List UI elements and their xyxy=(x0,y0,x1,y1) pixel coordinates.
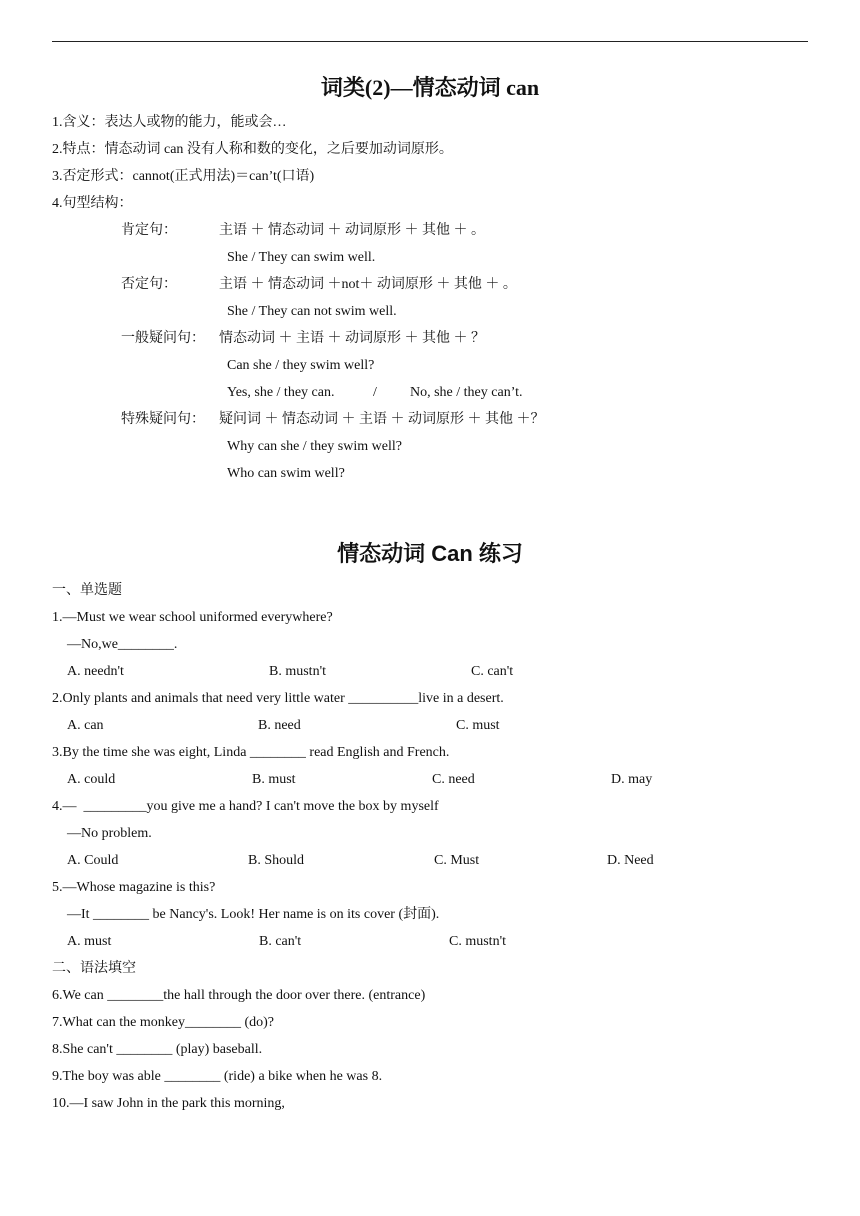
point-negative-form: 3.否定形式：cannot(正式用法)＝can’t(口语) xyxy=(52,169,315,184)
question-2-option-b: B. need xyxy=(258,718,301,733)
exercise-title: 情态动词 Can 练习 xyxy=(337,541,523,566)
general-question-example: Can she / they swim well? xyxy=(227,358,375,373)
special-question-example-why: Why can she / they swim well? xyxy=(227,439,402,454)
general-question-formula: 情态动词 ＋ 主语 ＋ 动词原形 ＋ 其他 ＋ ？ xyxy=(219,331,485,346)
question-9: 9.The boy was able ________ (ride) a bike when he was 8. xyxy=(52,1069,383,1084)
general-question-answer-yes: Yes, she / they can. xyxy=(227,385,335,400)
question-1-line2: —No,we________. xyxy=(67,637,178,652)
question-4-option-d: D. Need xyxy=(607,853,654,868)
question-4-line2: —No problem. xyxy=(67,826,152,841)
question-3-option-c: C. need xyxy=(432,772,475,787)
general-question-label: 一般疑问句： xyxy=(121,331,205,346)
question-4-option-b: B. Should xyxy=(248,853,305,868)
special-question-formula: 疑问词 ＋ 情态动词 ＋ 主语 ＋ 动词原形 ＋ 其他 ＋？ xyxy=(219,412,545,427)
question-5-option-a: A. must xyxy=(67,934,112,949)
top-rule xyxy=(52,41,808,42)
question-4-option-c: C. Must xyxy=(434,853,480,868)
page-title: 词类(2)—情态动词 can xyxy=(320,75,540,100)
question-3-stem: 3.By the time she was eight, Linda ________ read English and French. xyxy=(52,745,450,760)
question-2-option-c: C. must xyxy=(456,718,500,733)
point-sentence-structure: 4.句型结构： xyxy=(52,196,133,211)
question-3-option-d: D. may xyxy=(611,772,653,787)
question-10: 10.—I saw John in the park this morning, xyxy=(52,1096,285,1111)
question-1-option-a: A. needn't xyxy=(67,664,124,679)
question-8: 8.She can't ________ (play) baseball. xyxy=(52,1042,263,1057)
negative-example: She / They can not swim well. xyxy=(227,304,397,319)
section-single-choice: 一、单选题 xyxy=(52,583,122,598)
question-4-stem: 4.— _________you give me a hand? I can't move the box by myself xyxy=(52,799,439,814)
question-5-stem: 5.—Whose magazine is this? xyxy=(52,880,216,895)
question-5-option-b: B. can't xyxy=(259,934,302,949)
question-2-stem: 2.Only plants and animals that need very little water __________live in a desert. xyxy=(52,691,504,706)
question-4-option-a: A. Could xyxy=(67,853,119,868)
question-1-option-c: C. can't xyxy=(471,664,514,679)
answer-separator: / xyxy=(373,385,377,400)
negative-formula: 主语 ＋ 情态动词 ＋not＋ 动词原形 ＋ 其他 ＋ 。 xyxy=(219,277,517,292)
affirmative-example: She / They can swim well. xyxy=(227,250,376,265)
question-5-option-c: C. mustn't xyxy=(449,934,506,949)
question-7: 7.What can the monkey________ (do)? xyxy=(52,1015,274,1030)
special-question-example-who: Who can swim well? xyxy=(227,466,345,481)
affirmative-formula: 主语 ＋ 情态动词 ＋ 动词原形 ＋ 其他 ＋ 。 xyxy=(219,223,485,238)
question-3-option-b: B. must xyxy=(252,772,296,787)
affirmative-label: 肯定句： xyxy=(121,223,177,238)
negative-label: 否定句： xyxy=(121,277,177,292)
section-grammar-fill: 二、语法填空 xyxy=(52,961,136,976)
point-meaning: 1.含义：表达人或物的能力，能或会… xyxy=(52,115,287,130)
question-1-stem: 1.—Must we wear school uniformed everywhere? xyxy=(52,610,333,625)
general-question-answer-no: No, she / they can’t. xyxy=(410,385,523,400)
question-1-option-b: B. mustn't xyxy=(269,664,326,679)
question-3-option-a: A. could xyxy=(67,772,116,787)
question-5-line2: —It ________ be Nancy's. Look! Her name is on its cover (封面). xyxy=(67,907,440,922)
question-2-option-a: A. can xyxy=(67,718,104,733)
point-feature: 2.特点：情态动词 can 没有人称和数的变化，之后要加动词原形。 xyxy=(52,142,453,157)
special-question-label: 特殊疑问句： xyxy=(121,412,205,427)
question-6: 6.We can ________the hall through the door over there. (entrance) xyxy=(52,988,426,1003)
